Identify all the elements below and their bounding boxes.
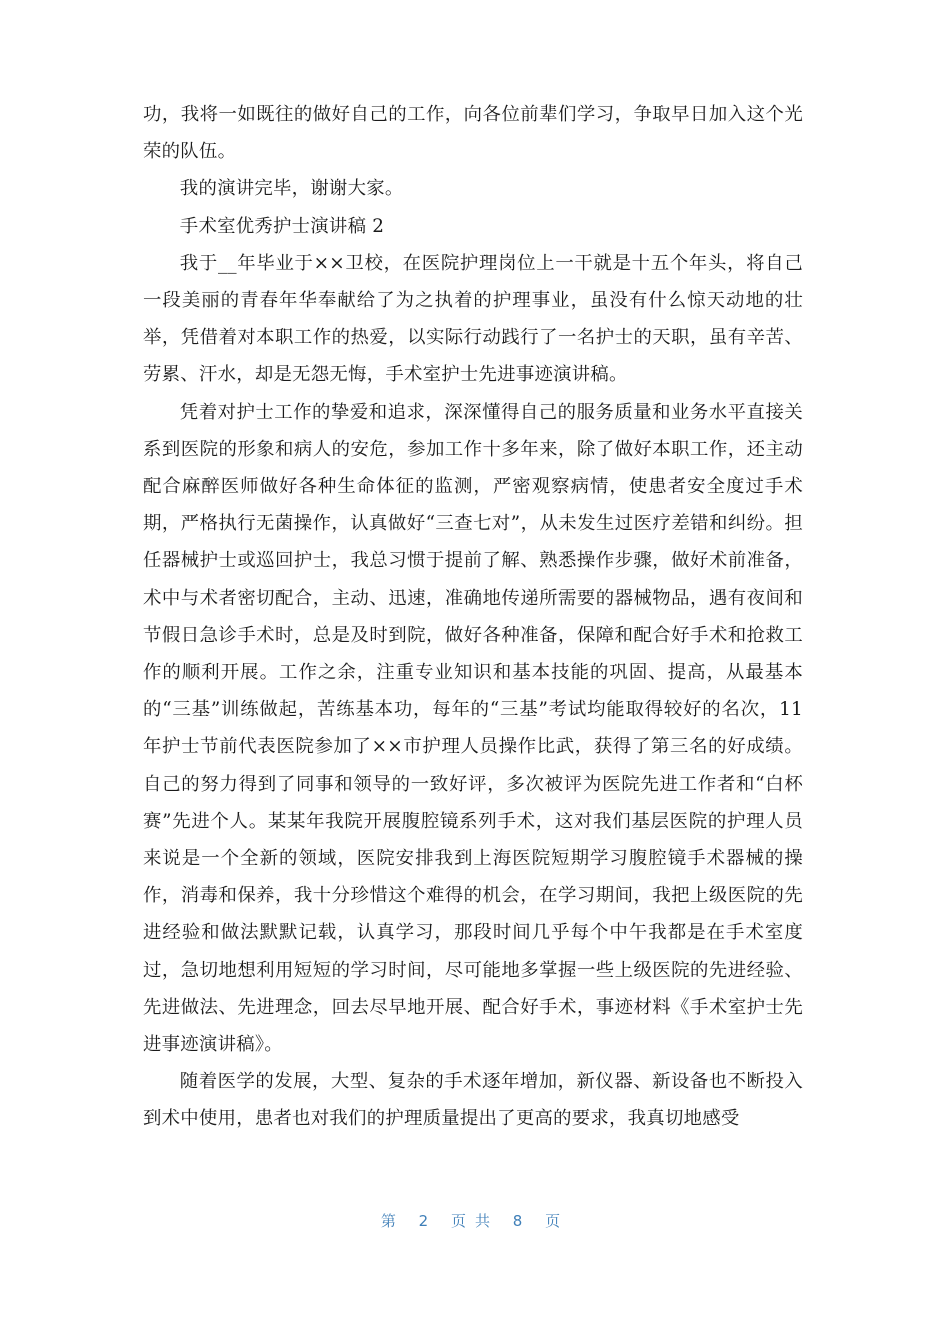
paragraph-continuation: 功，我将一如既往的做好自己的工作，向各位前辈们学习，争取早日加入这个光荣的队伍。 bbox=[143, 104, 803, 163]
page-number-footer: 第 2 页共 8 页 bbox=[380, 1212, 570, 1230]
paragraph-development: 随着医学的发展，大型、复杂的手术逐年增加，新仪器、新设备也不断投入到术中使用，患者也对我们的护理质量提出了更高的要求，我真切地感受 bbox=[143, 1071, 803, 1130]
paragraph-main: 凭着对护士工作的挚爱和追求，深深懂得自己的服务质量和业务水平直接关系到医院的形象和病人的安危，参加工作十多年来，除了做好本职工作，还主动配合麻醉医师做好各种生命体征的监测，严密观察病情，使患者安全度过手术期，严格执行无菌操作，认真做好“三查七对”，从未发生过医疗差错和纠纷。担任器械护士或巡回护士，我总习惯于提前了解、熟悉操作步骤，做好术前准备，术中与术者密切配合，主动、迅速，准确地传递所需要的器械物品，遇有夜间和节假日急诊手术时，总是及时到院，做好各种准备，保障和配合好手术和抢救工作的顺利开展。工作之余，注重专业知识和基本技能的巩固、提高，从最基本的“三基”训练做起，苦练基本功，每年的“三基”考试均能取得较好的名次，11 年护士节前代表医院参加了××市护理人员操作比武，获得了第三名的好成绩。自己的努力得到了同事和领导的一致好评，多次被评为医院先进工作者和“白杯赛”先进个人。某某年我院开展腹腔镜系列手术，这对我们基层医院的护理人员来说是一个全新的领域，医院安排我到上海医院短期学习腹腔镜手术器械的操作，消毒和保养，我十分珍惜这个难得的机会，在学习期间，我把上级医院的先进经验和做法默默记载，认真学习，那段时间几乎每个中午我都是在手术室度过，急切地想利用短短的学习时间，尽可能地多掌握一些上级医院的先进经验、先进做法、先进理念，回去尽早地开展、配合好手术，事迹材料《手术室护士先进事迹演讲稿》。 bbox=[143, 401, 803, 1056]
paragraph-closing: 我的演讲完毕，谢谢大家。 bbox=[179, 178, 404, 200]
section-title: 手术室优秀护士演讲稿 2 bbox=[179, 215, 385, 237]
paragraph-intro: 我于__年毕业于××卫校，在医院护理岗位上一干就是十五个年头，将自己一段美丽的青春年华奉献给了为之执着的护理事业，虽没有什么惊天动地的壮举，凭借着对本职工作的热爱，以实际行动践行了一名护士的天职，虽有辛苦、劳累、汗水，却是无怨无悔，手术室护士先进事迹演讲稿。 bbox=[143, 252, 803, 386]
document-body bbox=[143, 96, 803, 1138]
